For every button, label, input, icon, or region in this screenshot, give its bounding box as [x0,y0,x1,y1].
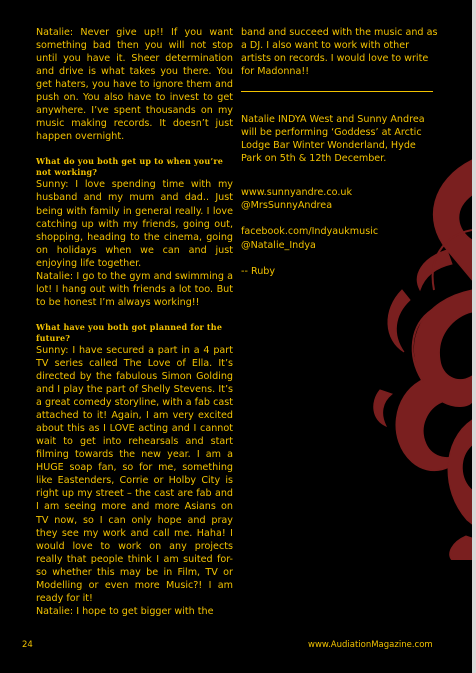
section-heading: What have you both got planned for the future? [36,321,223,343]
website-link[interactable]: www.sunnyandre.co.uk [241,187,353,199]
section-heading: What do you both get up to when you’re not working? [36,156,224,178]
event-info: Natalie INDYA West and Sunny Andrea will be performing ‘Goddess’ at Arctic Lodge Bar Winter Wonderland, Hyde Park on 5th & 12th December. [241,114,425,165]
twitter-handle[interactable]: @MrsSunnyAndrea [241,200,333,212]
floral-swirl-ornament [362,140,472,560]
facebook-link[interactable]: facebook.com/Indyaukmusic [241,226,379,238]
author-signoff: -- Ruby [241,265,276,277]
paragraph: Natalie: Never give up!! If you want something bad then you will not stop until you have it. Sheer determination and drive is what takes you there. You get haters, you have to ignore them and push on. You also have to invest to get anywhere. I’ve spent thousands on my music making records. It doesn’t just happen overnight. [36,27,233,143]
twitter-handle[interactable]: @Natalie_Indya [241,239,316,251]
page-edge [472,0,476,673]
page-number: 24 [22,640,33,650]
paragraph: Sunny: I have secured a part in a 4 part TV series called The Love of Ella. It’s directed by the fabulous Simon Golding and I play the part of Shelly Stevens. It’s a great comedy storyline, with a fab cast attached to it! Again, I am very excited about this as I LOVE acting and I cannot wait to get into rehearsals and start filming towards the new year. I am a HUGE soap fan, so for me, something like Eastenders, Corrie or Holby City is right up my street – the cast are fab and I am seeing more and more Asians on TV now, so I can only hope and pray they see my work and call me. Haha! I would love to work on any projects really that people think I am suited for- so whether this may be in Film, TV or Modelling or even more Music?! I am ready for it! [36,344,233,604]
footer-website[interactable]: www.AudiationMagazine.com [308,640,433,650]
paragraph: Sunny: I love spending time with my husband and my mum and dad.. Just being with family in general really. I love catching up with my friends, going out, shopping, heading to the cinema, going on holidays when we can and just enjoying life together. [36,179,233,269]
paragraph: Natalie: I hope to get bigger with the [36,605,214,617]
paragraph: Natalie: I go to the gym and swimming a lot! I hang out with friends a lot too. But to be honest I’m always working!! [36,270,233,308]
left-text-column [36,26,233,618]
paragraph: band and succeed with the music and as a DJ. I also want to work with other artists on records. I would love to write for Madonna!! [241,27,438,78]
